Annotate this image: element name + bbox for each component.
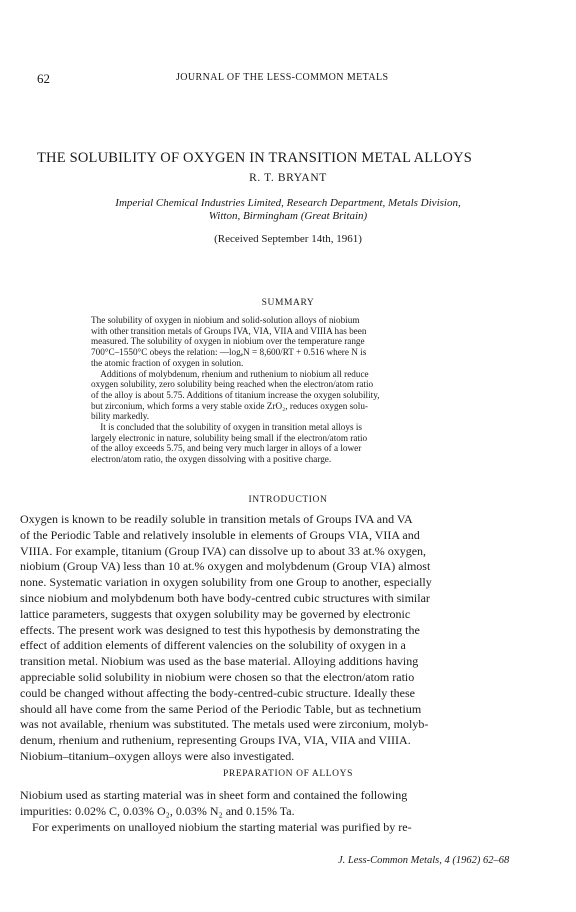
received-date: (Received September 14th, 1961): [214, 233, 362, 245]
preparation-text: [20, 788, 556, 835]
summary-line: of the alloy is about 5.75. Additions of titanium increase the oxygen solubility,: [91, 389, 380, 400]
journal-citation: J. Less-Common Metals, 4 (1962) 62–68: [338, 855, 510, 866]
prep-line: For experiments on unalloyed niobium the starting material was purified by re-: [20, 819, 412, 834]
summary-line: oxygen solubility, zero solubility being reached when the electron/atom ratio: [91, 379, 374, 390]
introduction-text: [20, 512, 556, 765]
intro-line: was not available, rhenium was substituted. The metals used were zirconium, molyb-: [20, 717, 429, 732]
summary-text: [91, 315, 487, 465]
summary-line: electron/atom ratio, the oxygen dissolving with a positive charge.: [91, 454, 332, 465]
intro-line: appreciable solid solubility in niobium were chosen so that the electron/atom ratio: [20, 669, 415, 684]
introduction-heading: INTRODUCTION: [248, 495, 328, 505]
prep-line: impurities: 0.02% C, 0.03% O₂, 0.03% N₂ and 0.15% Ta.: [20, 803, 295, 818]
author: R. T. BRYANT: [249, 172, 327, 184]
affiliation-line-2: Witton, Birmingham (Great Britain): [208, 210, 368, 222]
intro-line: effect of addition elements of different valencies on the solubility of oxygen in a: [20, 638, 406, 653]
intro-line: effects. The present work was designed to test this hypothesis by demonstrating the: [20, 622, 420, 637]
page-number: 62: [37, 71, 50, 86]
summary-line: the atomic fraction of oxygen in solution.: [91, 357, 244, 368]
summary-line: with other transition metals of Groups IVA, VIA, VIIA and VIIIA has been: [91, 325, 367, 336]
intro-line: Niobium–titanium–oxygen alloys were also investigated.: [20, 748, 295, 763]
intro-line: lattice parameters, suggests that oxygen solubility may be governed by electronic: [20, 606, 411, 621]
intro-line: transition metal. Niobium was used as the base material. Alloying additions having: [20, 654, 419, 669]
summary-heading: SUMMARY: [261, 298, 315, 308]
summary-line: of the alloy exceeds 5.75, and being very much larger in alloys of a lower: [91, 443, 362, 454]
intro-line: since niobium and molybdenum both have body-centred cubic structures with similar: [20, 590, 430, 605]
intro-line: could be changed without affecting the body-centred-cubic structure. Ideally these: [20, 685, 415, 700]
intro-line: none. Systematic variation in oxygen solubility from one Group to another, especially: [20, 575, 432, 590]
summary-line: measured. The solubility of oxygen in niobium over the temperature range: [91, 336, 365, 347]
summary-line: bility markedly.: [91, 411, 150, 422]
paper-title: THE SOLUBILITY OF OXYGEN IN TRANSITION METAL ALLOYS: [37, 150, 473, 166]
intro-line: should all have come from the same Period of the Periodic Table, but as technetium: [20, 701, 422, 716]
intro-line: denum, rhenium and ruthenium, representing Groups IVA, VIA, VIIA and VIIIA.: [20, 733, 411, 748]
summary-line: but zirconium, which forms a very stable oxide ZrO₂, reduces oxygen solu-: [91, 400, 368, 411]
prep-line: Niobium used as starting material was in sheet form and contained the following: [20, 788, 408, 802]
intro-line: Oxygen is known to be readily soluble in transition metals of Groups IVA and VA: [20, 512, 413, 526]
summary-line: The solubility of oxygen in niobium and solid-solution alloys of niobium: [91, 315, 360, 325]
summary-line: Additions of molybdenum, rhenium and ruthenium to niobium all reduce: [91, 368, 369, 379]
summary-line: largely electronic in nature, solubility being small if the electron/atom ratio: [91, 432, 368, 443]
running-header: JOURNAL OF THE LESS-COMMON METALS: [176, 72, 389, 83]
preparation-heading: PREPARATION OF ALLOYS: [223, 769, 353, 779]
intro-line: of the Periodic Table and relatively insoluble in elements of Groups VIA, VIIA and: [20, 527, 420, 542]
intro-line: VIIIA. For example, titanium (Group IVA) can dissolve up to about 33 at.% oxygen,: [20, 543, 427, 558]
summary-line: It is concluded that the solubility of oxygen in transition metal alloys is: [91, 422, 362, 433]
summary-line: 700°C–1550°C obeys the relation: —logₑN = 8,600/RT + 0.516 where N is: [91, 347, 367, 358]
intro-line: niobium (Group VA) less than 10 at.% oxygen and molybdenum (Group VIA) almost: [20, 559, 431, 574]
affiliation-line-1: Imperial Chemical Industries Limited, Research Department, Metals Division,: [115, 197, 461, 209]
